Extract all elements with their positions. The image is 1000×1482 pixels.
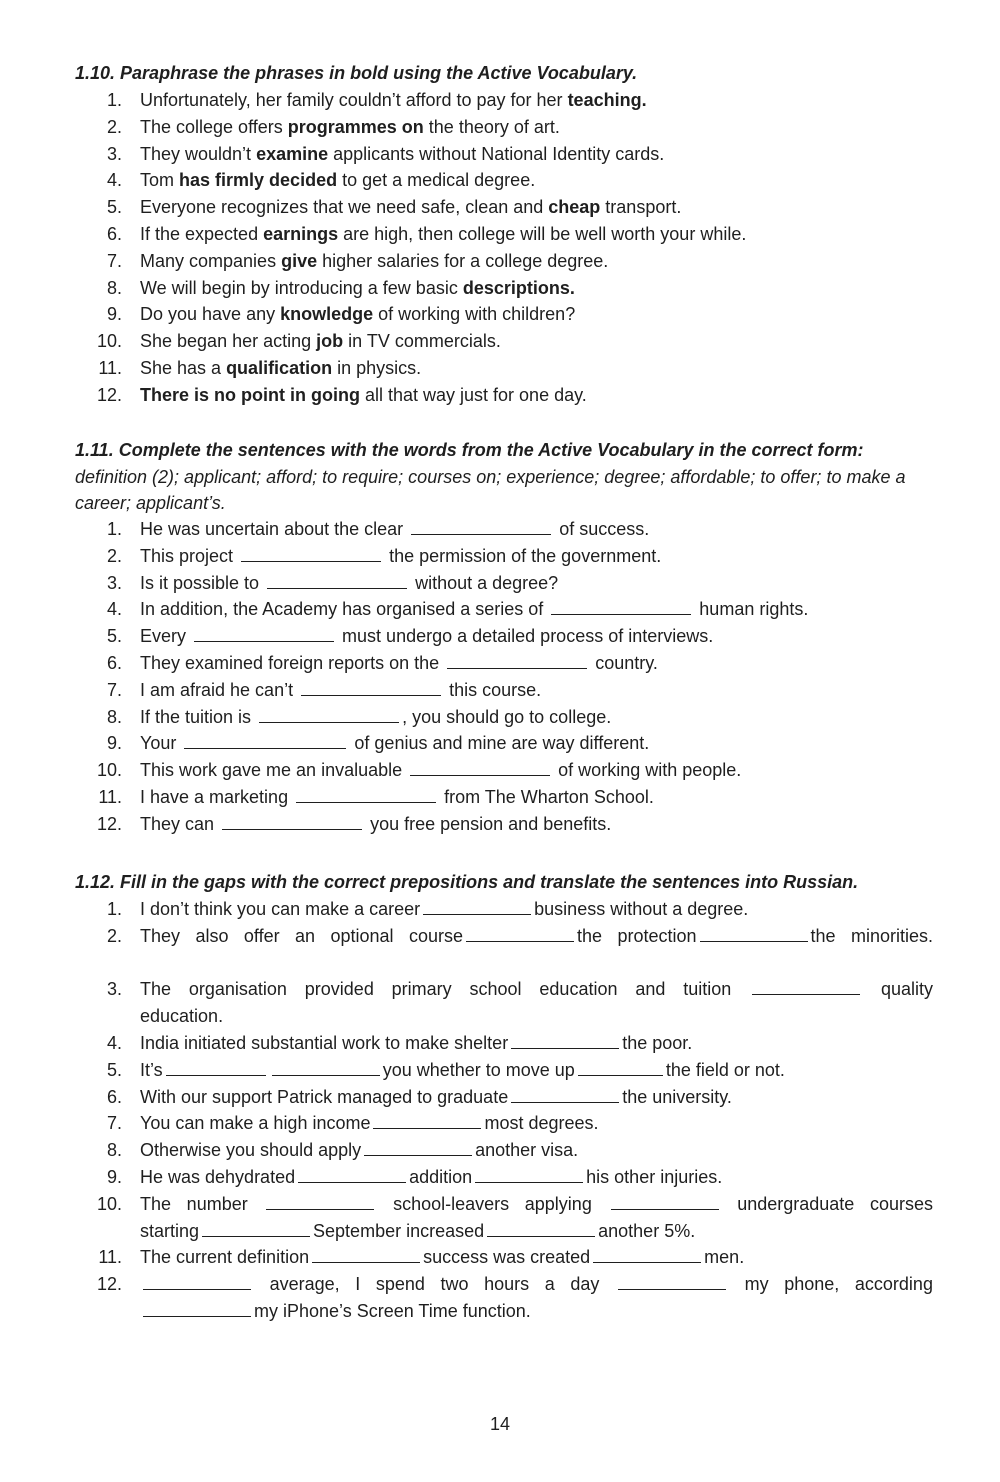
- answer-blank[interactable]: [373, 1112, 481, 1129]
- list-item: 7. Many companies give higher salaries for a college degree.: [106, 250, 609, 271]
- answer-blank[interactable]: [410, 759, 550, 776]
- answer-blank[interactable]: [475, 1166, 583, 1183]
- list-item: 8. We will begin by introducing a few basic descriptions.: [106, 277, 575, 298]
- list-item: 6. If the expected earnings are high, then college will be well worth your while.: [106, 223, 747, 244]
- exercise-list: [75, 516, 933, 838]
- answer-blank[interactable]: [267, 572, 407, 589]
- exercise-1-10: [75, 60, 933, 409]
- answer-blank[interactable]: [411, 518, 551, 535]
- bold-phrase: descriptions.: [462, 277, 575, 298]
- list-item: 4. In addition, the Academy has organised a series of human rights.: [106, 599, 809, 620]
- list-item: 8. If the tuition is , you should go to college.: [106, 706, 612, 727]
- answer-blank[interactable]: [298, 1166, 406, 1183]
- list-item: 11. She has a qualification in physics.: [98, 357, 422, 378]
- answer-blank[interactable]: [611, 1193, 719, 1210]
- bold-phrase: earnings: [263, 223, 339, 244]
- list-item: 1. I don’t think you can make a career business without a degree.: [106, 899, 749, 919]
- bold-phrase: knowledge: [280, 304, 374, 325]
- answer-blank[interactable]: [202, 1220, 310, 1237]
- exercise-heading: 1.10. Paraphrase the phrases in bold using the Active Vocabulary.: [75, 63, 638, 83]
- answer-blank[interactable]: [166, 1059, 266, 1076]
- list-item: 3. They wouldn’t examine applicants without National Identity cards.: [106, 143, 665, 164]
- answer-blank[interactable]: [511, 1032, 619, 1049]
- exercise-1-12: [75, 869, 933, 1325]
- list-item: 4. India initiated substantial work to make shelter the poor.: [106, 1032, 693, 1053]
- list-item: 11. The current definition success was created men.: [98, 1247, 745, 1268]
- answer-blank[interactable]: [487, 1220, 595, 1237]
- word-list: definition (2); applicant; afford; to require; courses on; experience; degree; affordable; to offer; to make a career; applicant’s.: [75, 467, 906, 513]
- list-item: 5. Every must undergo a detailed process of interviews.: [106, 626, 714, 647]
- answer-blank[interactable]: [194, 625, 334, 642]
- list-item: 5. Everyone recognizes that we need safe, clean and cheap transport.: [106, 197, 682, 218]
- answer-blank[interactable]: [259, 706, 399, 723]
- list-item: 8. Otherwise you should apply another visa.: [106, 1140, 579, 1161]
- answer-blank[interactable]: [143, 1273, 251, 1290]
- answer-blank[interactable]: [551, 598, 691, 615]
- answer-blank[interactable]: [312, 1246, 420, 1263]
- answer-blank[interactable]: [272, 1059, 380, 1076]
- list-item: 10. This work gave me an invaluable of working with people.: [96, 760, 742, 781]
- bold-phrase: has firmly decided: [179, 170, 338, 191]
- list-item: 10. She began her acting job in TV commercials.: [96, 331, 501, 352]
- list-item: 3. The organisation provided primary school education and tuition quality education.: [106, 979, 933, 1027]
- list-item: 9. He was dehydrated addition his other injuries.: [106, 1166, 723, 1187]
- exercise-list: [75, 896, 933, 1325]
- page-number: 14: [489, 1414, 511, 1434]
- exercise-heading: 1.11. Complete the sentences with the words from the Active Vocabulary in the correct form:: [75, 440, 864, 460]
- answer-blank[interactable]: [593, 1246, 701, 1263]
- bold-phrase: teaching.: [567, 90, 647, 110]
- bold-phrase: cheap: [548, 197, 601, 218]
- exercise-list: [75, 87, 933, 409]
- answer-blank[interactable]: [143, 1300, 251, 1317]
- bold-phrase: qualification: [226, 357, 333, 378]
- answer-blank[interactable]: [511, 1086, 619, 1103]
- list-item: 12. There is no point in going all that way just for one day.: [96, 384, 587, 405]
- list-item: 3. Is it possible to without a degree?: [106, 572, 559, 593]
- answer-blank[interactable]: [700, 925, 808, 942]
- list-item: 12. average, I spend two hours a day my phone, according my iPhone’s Screen Time function.: [96, 1274, 933, 1321]
- answer-blank[interactable]: [578, 1059, 663, 1076]
- answer-blank[interactable]: [296, 786, 436, 803]
- list-item: 1. He was uncertain about the clear of success.: [106, 519, 650, 539]
- list-item: 7. I am afraid he can’t this course.: [106, 679, 542, 700]
- list-item: 10. The number school-leavers applying undergraduate courses starting September increased another 5%.: [96, 1193, 933, 1241]
- answer-blank[interactable]: [241, 545, 381, 562]
- list-item: 12. They can you free pension and benefits.: [96, 813, 612, 834]
- list-item: 1. Unfortunately, her family couldn’t afford to pay for her teaching.: [106, 90, 647, 110]
- list-item: 9. Your of genius and mine are way different.: [106, 733, 650, 754]
- bold-phrase: There is no point in going: [140, 384, 360, 405]
- list-item: 9. Do you have any knowledge of working with children?: [106, 304, 576, 325]
- bold-phrase: job: [316, 331, 344, 352]
- answer-blank[interactable]: [447, 652, 587, 669]
- answer-blank[interactable]: [301, 679, 441, 696]
- list-item: 5. It’s you whether to move up the field or not.: [106, 1059, 785, 1080]
- answer-blank[interactable]: [466, 925, 574, 942]
- list-item: 2. They also offer an optional course the protection the minorities.: [106, 925, 934, 946]
- bold-phrase: programmes on: [287, 116, 424, 137]
- exercise-heading: 1.12. Fill in the gaps with the correct prepositions and translate the sentences into Russian.: [75, 872, 859, 892]
- list-item: 6. They examined foreign reports on the country.: [106, 652, 658, 673]
- answer-blank[interactable]: [423, 898, 531, 915]
- list-item: 11. I have a marketing from The Wharton School.: [98, 786, 654, 807]
- exercise-1-11: [75, 437, 933, 838]
- answer-blank[interactable]: [266, 1193, 374, 1210]
- bold-phrase: give: [281, 250, 318, 271]
- answer-blank[interactable]: [618, 1273, 726, 1290]
- answer-blank[interactable]: [364, 1139, 472, 1156]
- list-item: 7. You can make a high income most degrees.: [106, 1113, 599, 1134]
- answer-blank[interactable]: [752, 978, 860, 995]
- list-item: 2. This project the permission of the government.: [106, 545, 662, 566]
- list-item: 4. Tom has firmly decided to get a medical degree.: [106, 170, 536, 191]
- answer-blank[interactable]: [222, 813, 362, 830]
- list-item: 6. With our support Patrick managed to graduate the university.: [106, 1086, 732, 1107]
- answer-blank[interactable]: [184, 732, 346, 749]
- bold-phrase: examine: [256, 143, 329, 164]
- list-item: 2. The college offers programmes on the theory of art.: [106, 116, 560, 137]
